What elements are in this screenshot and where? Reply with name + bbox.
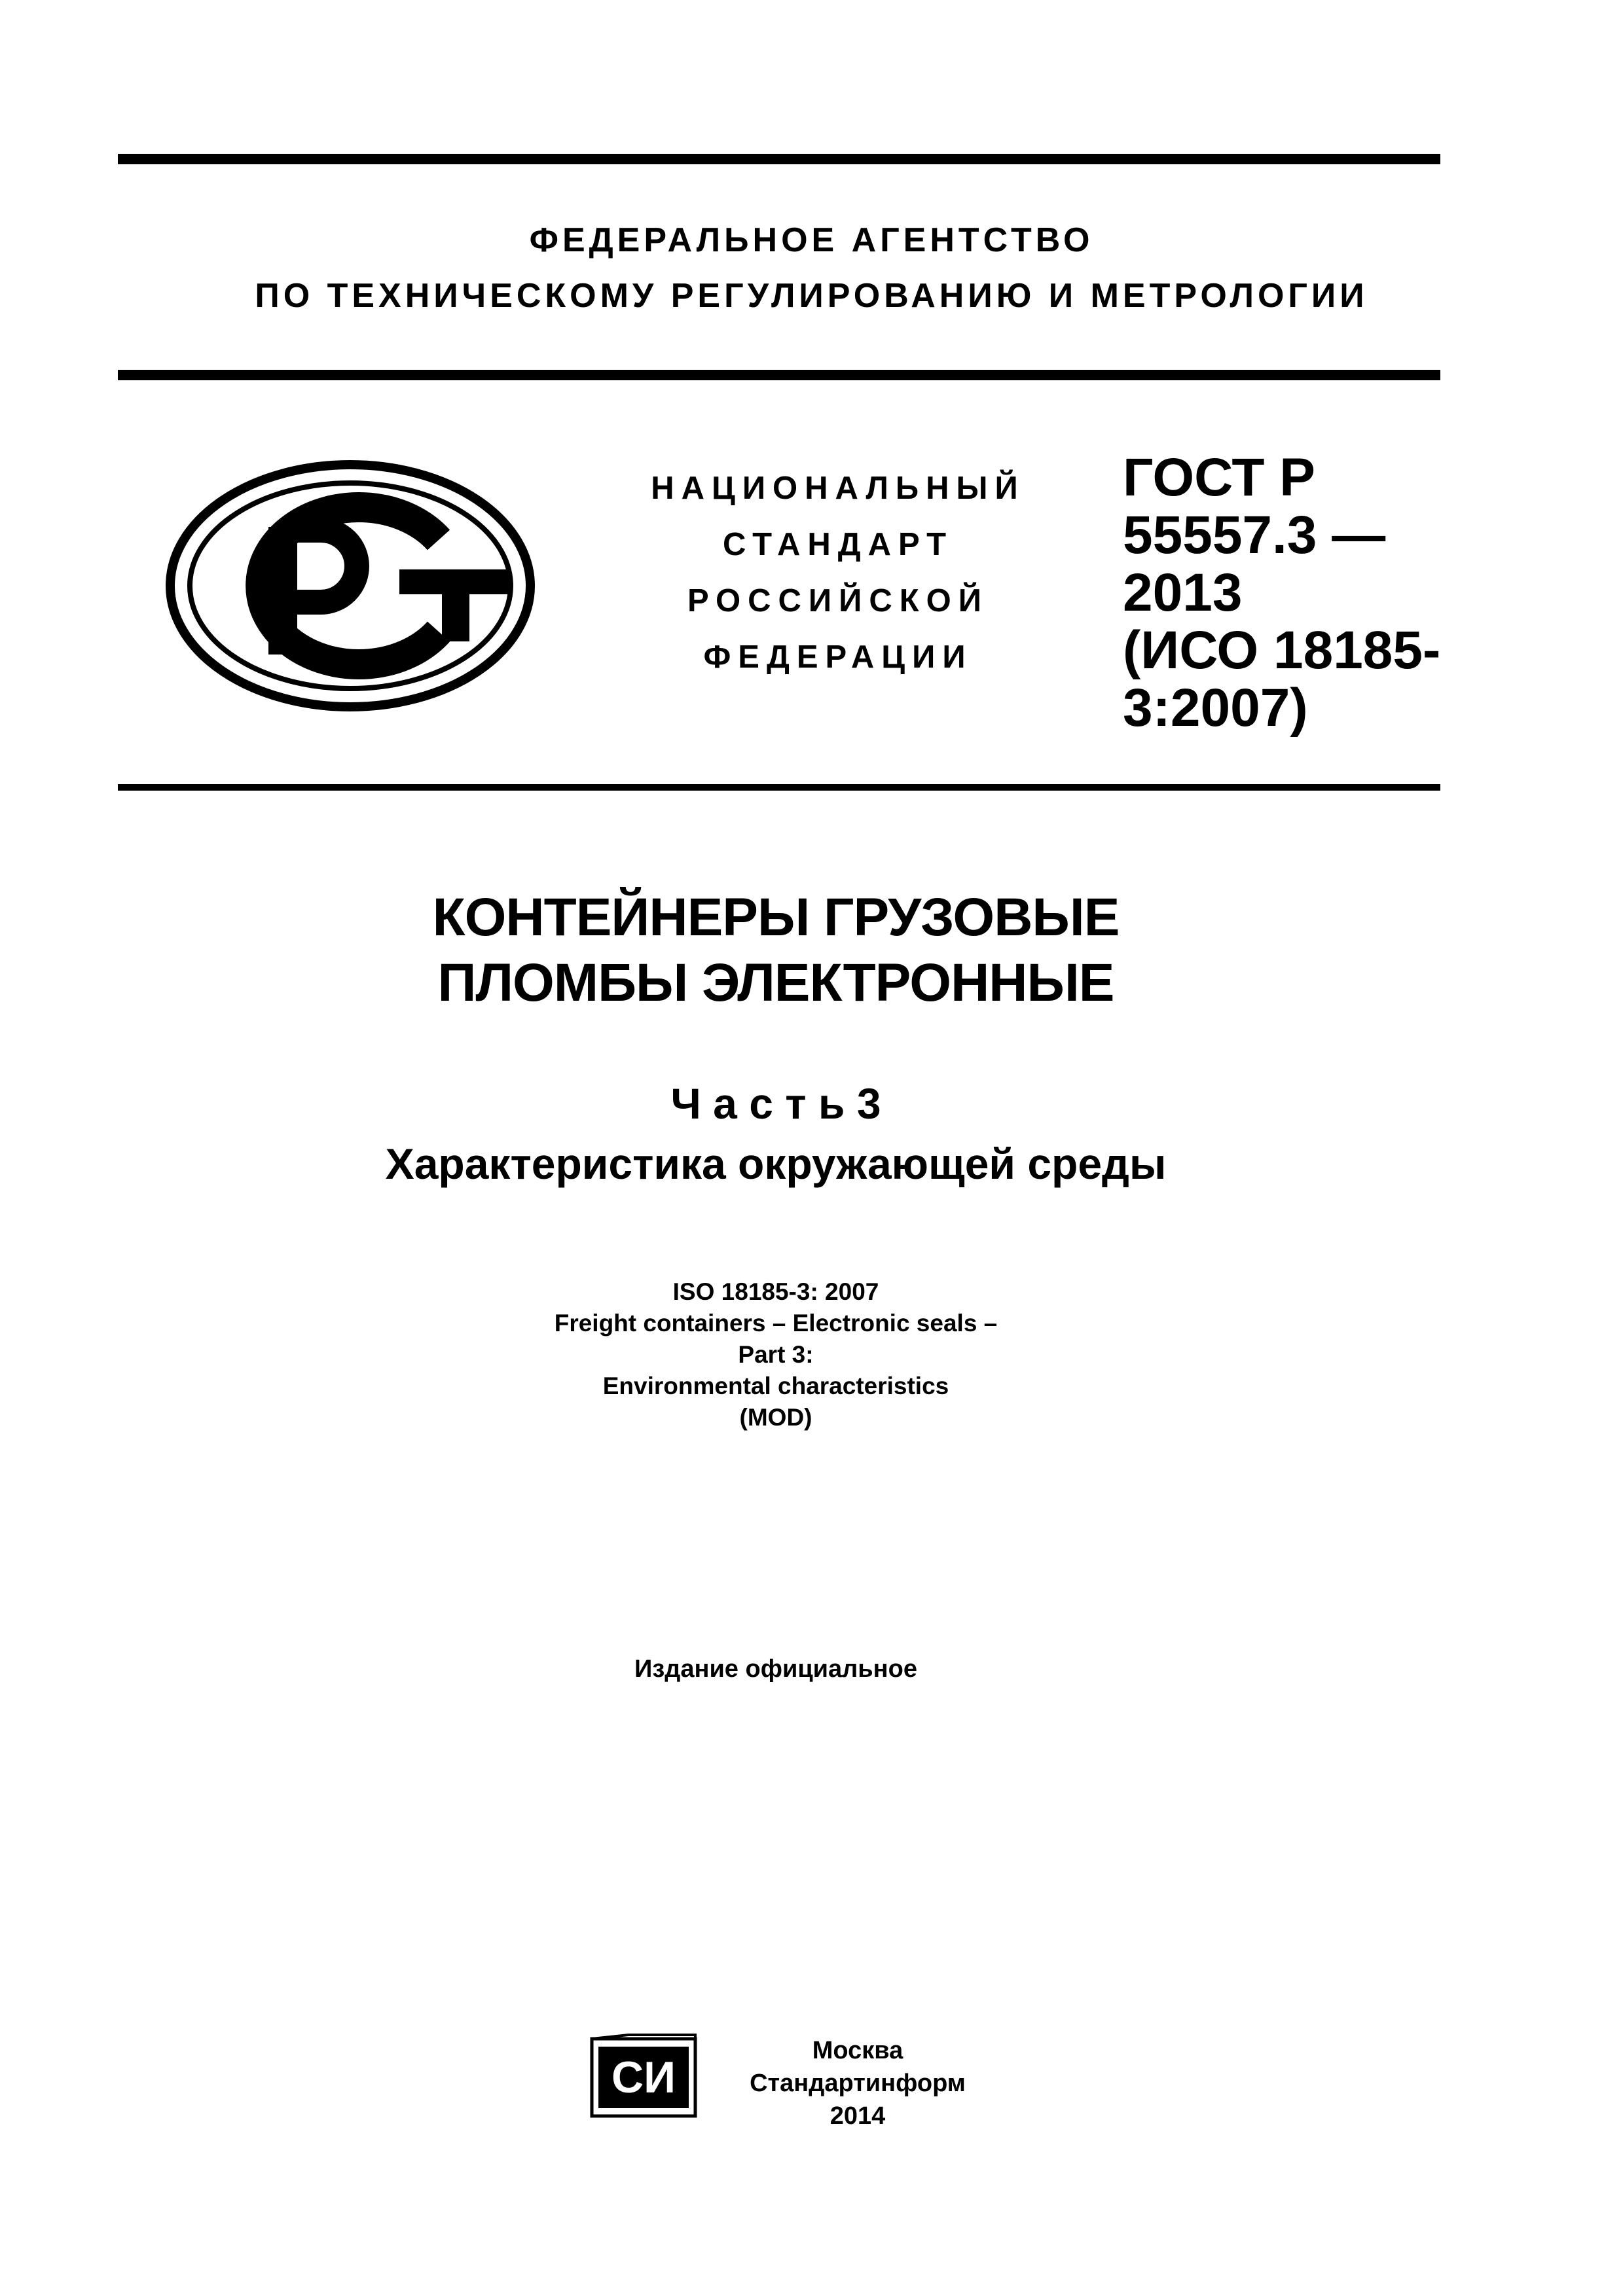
iso-reference-line-4: Environmental characteristics: [602, 1372, 949, 1399]
gost-number-line-3: 2013: [1123, 563, 1243, 622]
publisher-info: [720, 2034, 995, 2132]
national-standard-line-2: СТАНДАРТ: [722, 527, 954, 562]
agency-line-1: ФЕДЕРАЛЬНОЕ АГЕНТСТВО: [529, 221, 1094, 259]
agency-line-2: ПО ТЕХНИЧЕСКОМУ РЕГУЛИРОВАНИЮ И МЕТРОЛОГИИ: [255, 277, 1368, 315]
document-title: [0, 885, 1552, 1016]
iso-reference-line-3: Part 3:: [738, 1341, 814, 1368]
part-name: Характеристика окружающей среды: [385, 1139, 1167, 1188]
publisher-city: Москва: [812, 2037, 903, 2064]
top-rule: [118, 154, 1440, 164]
title-line-1: КОНТЕЙНЕРЫ ГРУЗОВЫЕ: [432, 888, 1120, 947]
publisher-name: Стандартинформ: [750, 2070, 966, 2097]
iso-reference-line-1: ISO 18185-3: 2007: [672, 1278, 879, 1305]
gost-number-line-1: ГОСТ Р: [1123, 448, 1315, 507]
iso-reference-line-2: Freight containers – Electronic seals –: [554, 1310, 998, 1336]
national-standard-line-4: ФЕДЕРАЦИИ: [703, 639, 973, 675]
gost-number: [1123, 449, 1489, 737]
title-rule: [118, 784, 1440, 791]
gost-number-line-4: (ИСО 18185-: [1123, 620, 1441, 680]
iso-reference-line-5: (MOD): [739, 1404, 812, 1431]
title-line-2: ПЛОМБЫ ЭЛЕКТРОННЫЕ: [437, 953, 1114, 1013]
rst-certification-mark-icon: [164, 458, 537, 713]
gost-number-line-5: 3:2007): [1123, 678, 1308, 738]
iso-reference: [0, 1276, 1552, 1433]
part-number: Ч а с т ь 3: [670, 1079, 881, 1128]
standartinform-logo-text: СИ: [611, 2053, 676, 2102]
part-heading: [0, 1073, 1552, 1194]
national-standard-line-3: РОССИЙСКОЙ: [687, 583, 989, 619]
gost-number-line-2: 55557.3 —: [1123, 505, 1386, 565]
national-standard-label: [629, 460, 1048, 685]
national-standard-line-1: НАЦИОНАЛЬНЫЙ: [651, 471, 1025, 506]
standartinform-logo-icon: [589, 2032, 701, 2121]
edition-label: Издание официальное: [634, 1655, 917, 1683]
header-rule: [118, 370, 1440, 380]
publisher-year: 2014: [830, 2102, 886, 2130]
